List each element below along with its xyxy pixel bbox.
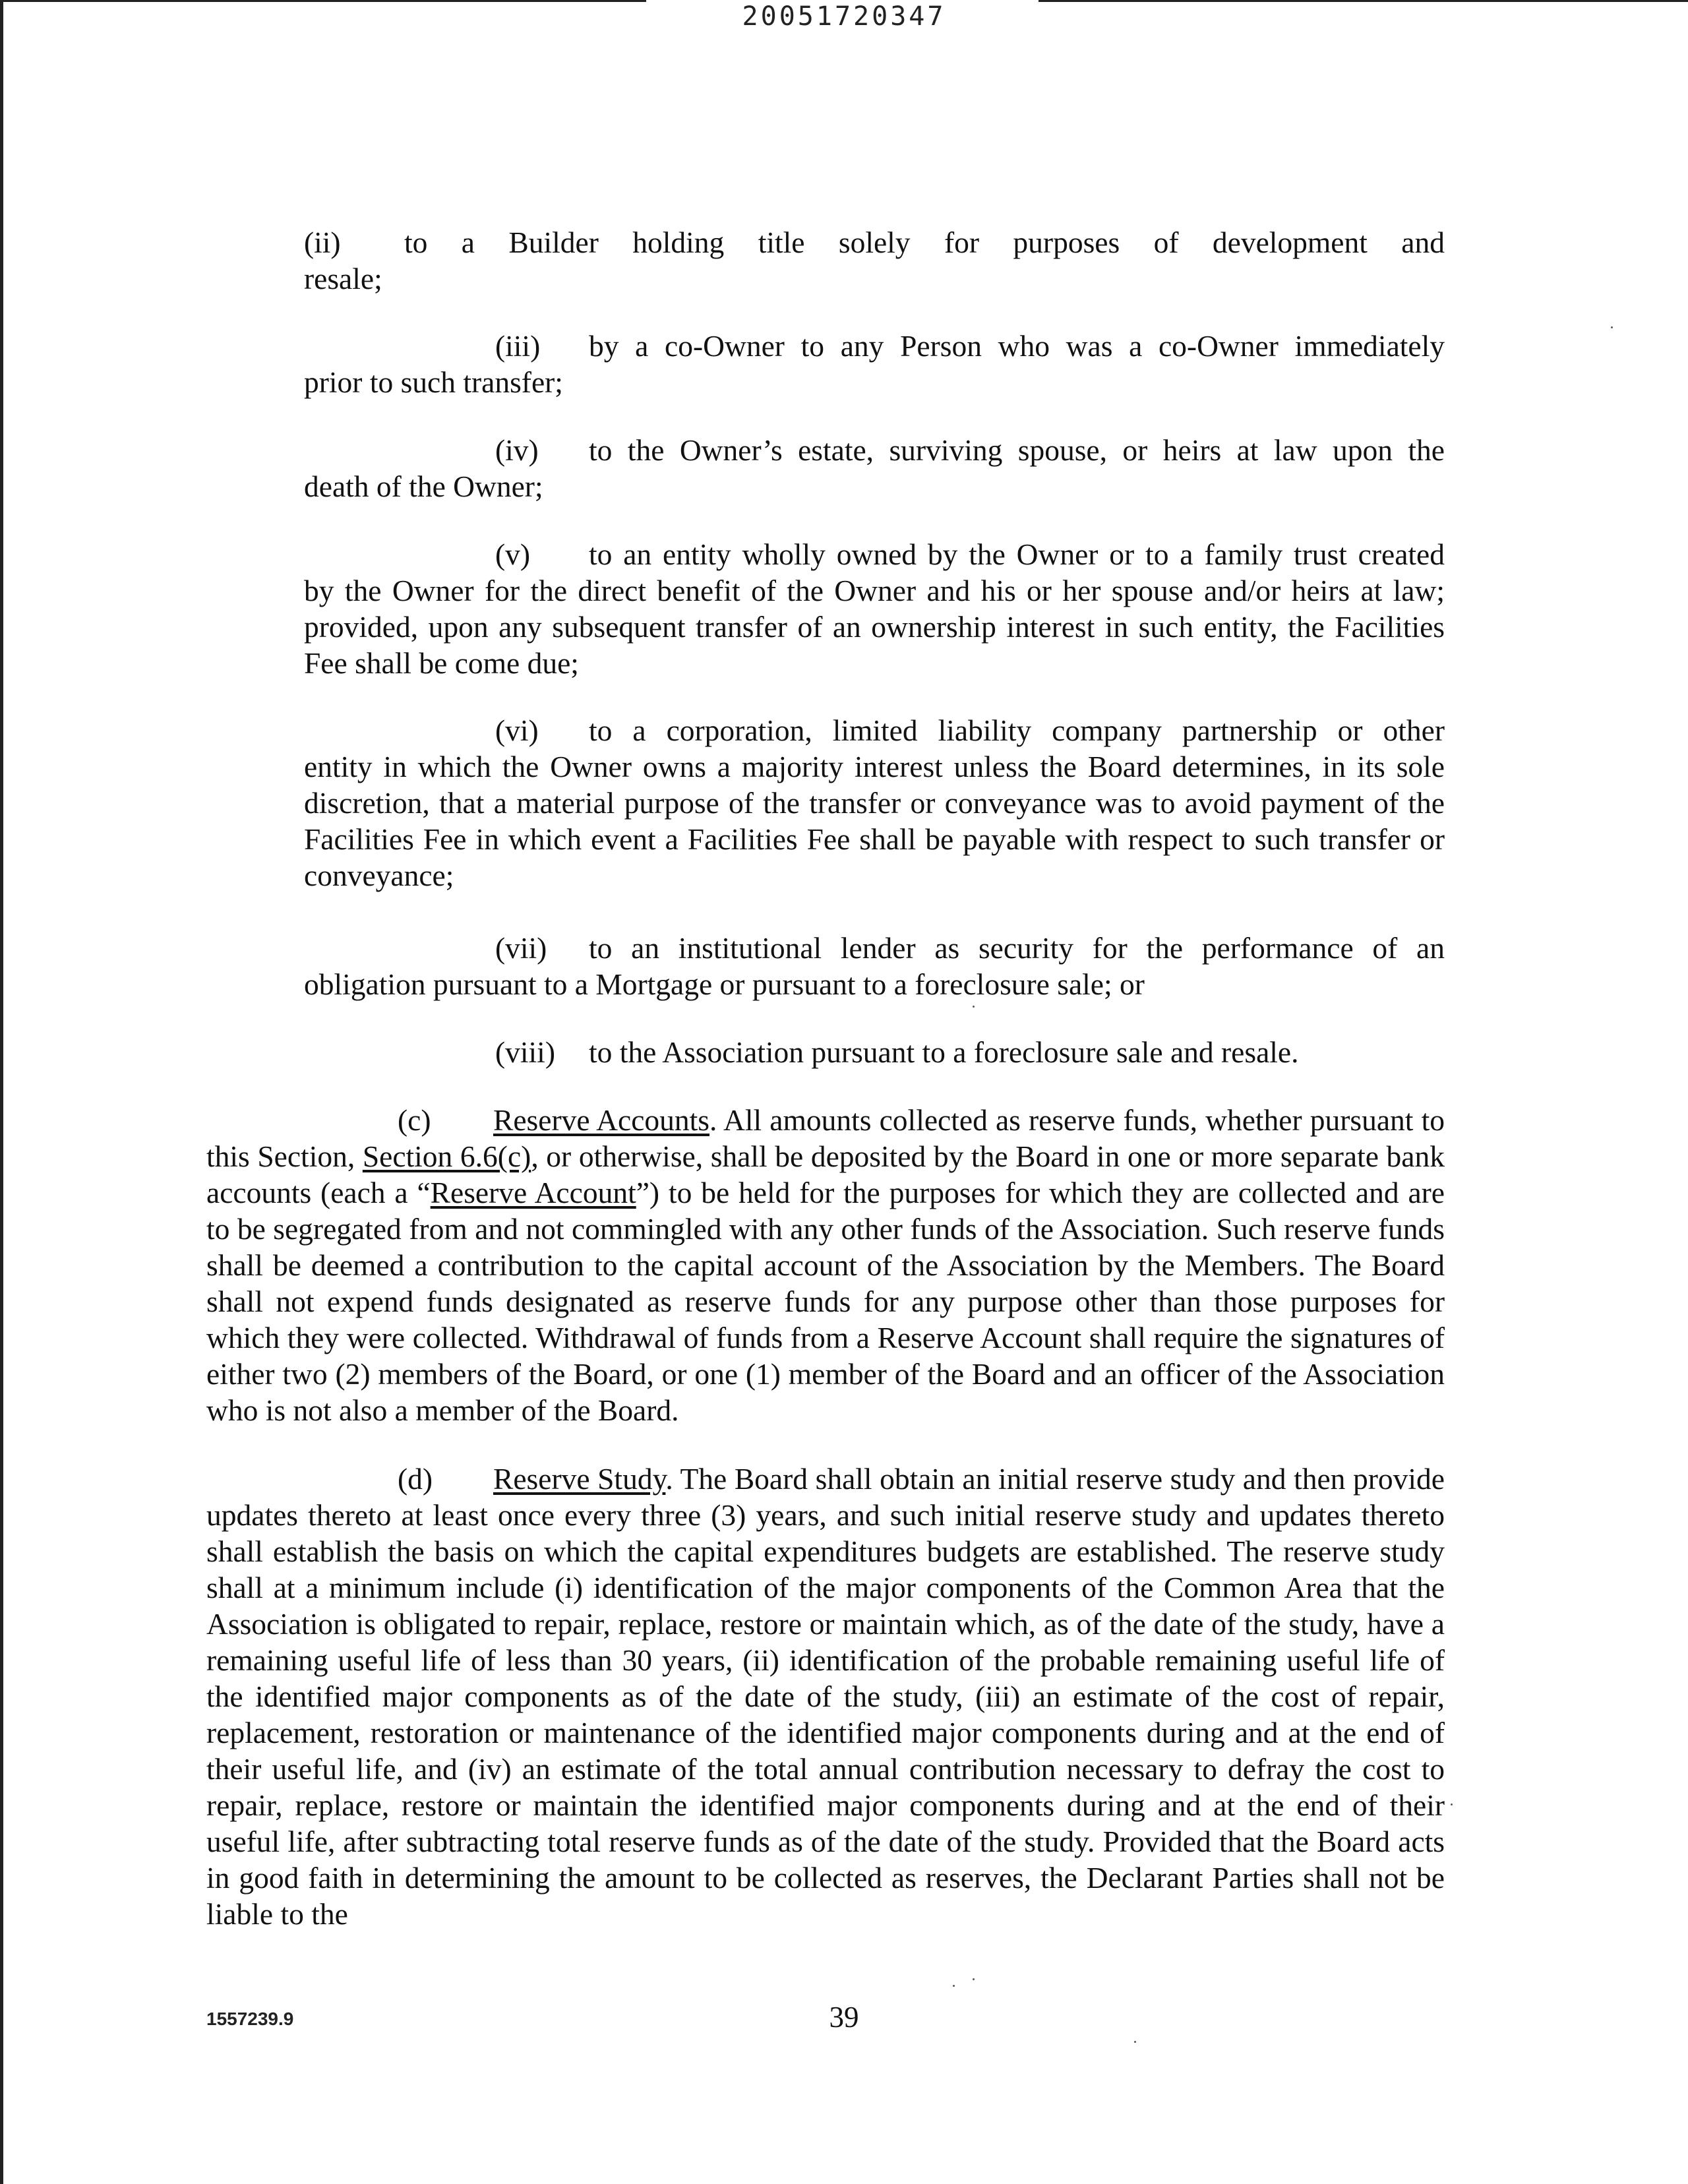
paragraph-vi — [495, 712, 1445, 748]
paragraph-label: (v) — [495, 537, 531, 571]
paragraph-text: to a Builder holding title solely for purposes of development and — [404, 226, 1445, 259]
scan-speck — [1134, 2041, 1136, 2043]
paragraph-label: (ii) — [304, 226, 341, 259]
scan-speck — [1451, 1804, 1453, 1805]
scan-speck — [973, 1006, 975, 1008]
paragraph-vii — [495, 930, 1445, 966]
section-heading: Reserve Accounts — [493, 1103, 710, 1137]
paragraph-vii-cont: obligation pursuant to a Mortgage or pursuant to a foreclosure sale; or — [304, 967, 1145, 1001]
paragraph-label: (iv) — [495, 433, 539, 467]
paragraph-label: (c) — [398, 1103, 431, 1137]
footer-document-id: 1557239.9 — [206, 2009, 294, 2029]
scan-speck — [973, 1978, 975, 1980]
paragraph-label: (iii) — [495, 329, 541, 363]
page-number: 39 — [829, 2001, 859, 2034]
defined-term: Reserve Account — [430, 1176, 636, 1209]
section-heading: Reserve Study — [493, 1462, 666, 1496]
paragraph-text: to an institutional lender as security for the performance of an — [589, 931, 1445, 965]
paragraph-text: to the Association pursuant to a foreclosure sale and resale. — [589, 1035, 1299, 1069]
paragraph-iii — [495, 328, 1445, 364]
paragraph-label: (vi) — [495, 713, 539, 747]
paragraph-iii-cont: prior to such transfer; — [304, 365, 563, 399]
scan-speck — [1611, 326, 1613, 328]
paragraph-label: (d) — [398, 1462, 433, 1496]
paragraph-iv-cont: death of the Owner; — [304, 470, 543, 503]
paragraph-label: (viii) — [495, 1035, 555, 1069]
paragraph-label: (vii) — [495, 931, 547, 965]
paragraph-vi-cont: entity in which the Owner owns a majority interest unless the Board determines, in its sole discretion, that a material purpose of the transfer or conveyance was to avoid payment of the Facilities Fee in which event a Facilities Fee shall be payable with respect to such transfer or conveyance; — [304, 750, 1445, 892]
recording-number: 20051720347 — [742, 1, 946, 32]
paragraph-ii-cont: resale; — [304, 262, 382, 295]
paragraph-d-reserve-study: (d) Reserve Study. The Board shall obtain an initial reserve study and then provide updates thereto at least once every three (3) years, and such initial reserve study and updates thereto shall establish the basis on which the capital expenditures budgets are established. The reserve study shall at a minimum include (i) identification of the major components of the Common Area that the Association is obligated to repair, replace, restore or maintain which, as of the date of the study, have a remaining useful life of less than 30 years, (ii) identification of the probable remaining useful life of the identified major components as of the date of the study, (iii) an estimate of the cost of repair, replacement, restoration or maintenance of the identified major components during and at the end of their useful life, and (iv) an estimate of the total annual contribution necessary to defray the cost to repair, replace, restore or maintain the identified major components during and at the end of their useful life, after subtracting total reserve funds as of the date of the study. Provided that the Board acts in good faith in determining the amount to be collected as reserves, the Declarant Parties shall not be liable to the — [206, 1462, 1445, 1931]
section-cross-reference: Section 6.6(c) — [362, 1139, 531, 1173]
paragraph-text: to an entity wholly owned by the Owner or to a family trust created — [589, 537, 1445, 571]
paragraph-iv — [495, 432, 1445, 468]
paragraph-text: to a corporation, limited liability company partnership or other — [589, 713, 1445, 747]
paragraph-viii — [495, 1034, 1445, 1070]
scan-speck — [953, 1985, 955, 1987]
paragraph-ii — [304, 224, 1445, 260]
paragraph-text: to the Owner’s estate, surviving spouse, or heirs at law upon the — [589, 433, 1445, 467]
paragraph-c-reserve-accounts: (c) Reserve Accounts. All amounts collected as reserve funds, whether pursuant to this Section, Section 6.6(c), or otherwise, shall be deposited by the Board in one or more separate bank accounts (each a “Reserve Account”) to be held for the purposes for which they are collected and are to be segregated from and not commingled with any other funds of the Association. Such reserve funds shall be deemed a contribution to the capital account of the Association by the Members. The Board shall not expend funds designated as reserve funds for any purpose other than those purposes for which they were collected. Withdrawal of funds from a Reserve Account shall require the signatures of either two (2) members of the Board, or one (1) member of the Board and an officer of the Association who is not also a member of the Board. — [206, 1103, 1445, 1427]
paragraph-v — [495, 536, 1445, 572]
paragraph-v-cont: by the Owner for the direct benefit of the Owner and his or her spouse and/or heirs at law; provided, upon any subsequent transfer of an ownership interest in such entity, the Facilities Fee shall be come due; — [304, 574, 1445, 680]
paragraph-text: by a co-Owner to any Person who was a co-Owner immediately — [589, 329, 1445, 363]
